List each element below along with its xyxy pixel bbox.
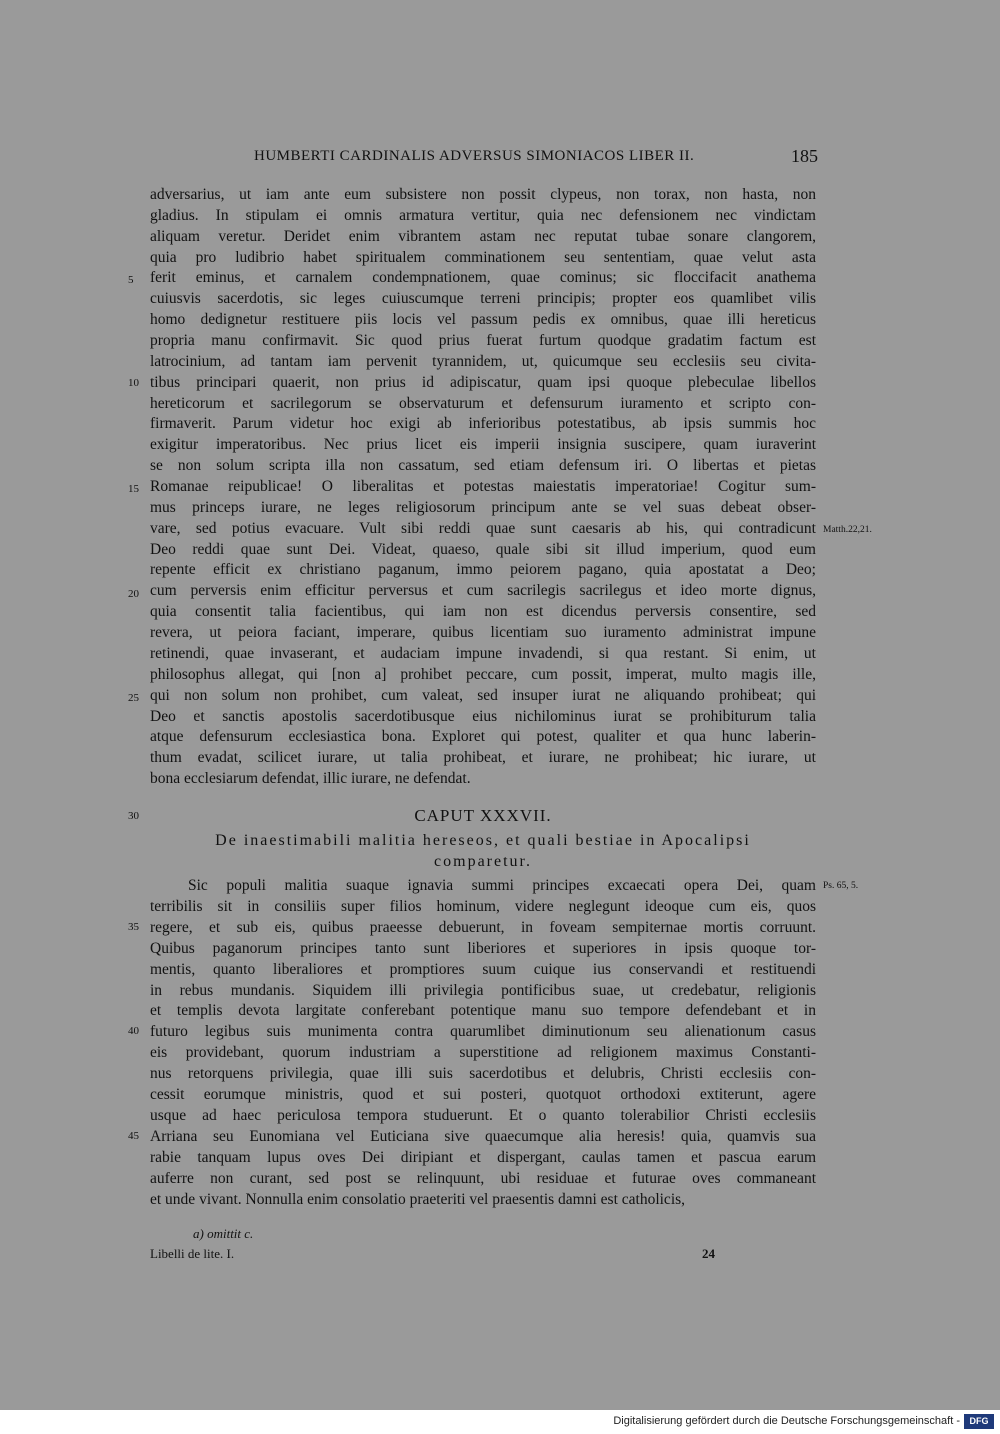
chapter-rubric-cont: comparetur. xyxy=(434,853,532,870)
text-line: eis providebant, quorum industriam a superstitione ad religionem maximus Constanti- xyxy=(150,1044,816,1062)
line-number: 45 xyxy=(128,1130,139,1142)
text-line: qui non solum non prohibet, cum valeat, sed insuper iurat ne aliquando prohibeat; qui xyxy=(150,686,816,704)
text-line: cessit eorumque ministris, quod et sui posteri, quotquot orthodoxi extiterunt, agere xyxy=(150,1086,816,1103)
text-line: rabie tanquam lupus oves Dei diripiant et dispergant, caulas tamen et pascua earum xyxy=(150,1148,816,1166)
text-line: homo dedignetur restituere piis locis vel passum pedis ex omnibus, quae illi hereticus xyxy=(150,311,816,329)
text-line: Sic populi malitia suaque ignavia summi principes excaecati opera Dei, quam xyxy=(188,877,816,894)
chapter-title: CAPUT XXXVII. xyxy=(414,806,552,825)
text-line: et unde vivant. Nonnulla enim consolatio praeteriti vel praesentis damni est catholicis, xyxy=(150,1190,686,1208)
chapter-rubric: De inaestimabili malitia hereseos, et quali bestiae in Apocalipsi xyxy=(215,832,751,849)
text-line: regere, et sub eis, quibus praeesse debuerunt, in foveam sempiternae mortis corruunt. xyxy=(150,918,816,936)
text-line: terribilis sit in consiliis super filios hominum, videre neglegunt ideoque cum eis, quos xyxy=(150,897,816,915)
text-line: in rebus mundanis. Siquidem illi privilegia pontificibus suae, ut credebatur, religionis xyxy=(150,981,816,999)
text-line: cuiusvis sacerdotis, sic leges cuiuscumque terreni principis; propter eos quamlibet vilis xyxy=(150,290,816,308)
credit-text: Digitalisierung gefördert durch die Deutsche Forschungsgemeinschaft - xyxy=(613,1415,960,1427)
text-line: Quibus paganorum principes tanto sunt liberiores et superiores in ipsis quoque tor- xyxy=(150,939,816,957)
text-line: futuro legibus suis munimenta contra quarumlibet diminutionum seu alienationum casus xyxy=(150,1023,816,1041)
line-number: 25 xyxy=(128,692,139,704)
text-line: propria manu confirmavit. Sic quod prius fuerat furtum quodque gradatim factum est xyxy=(150,332,816,350)
text-line: retinendi, quae invaserant, et audaciam impune invadendi, si qua restant. Si enim, ut xyxy=(150,644,816,662)
text-line: aliquam veretur. Deridet enim vibrantem astam nec reputat tubae sonare clangorem, xyxy=(150,227,816,245)
text-line: vare, sed potius evacuare. Vult sibi reddi quae sunt caesaris ab his, qui contradicunt xyxy=(150,519,816,537)
text-line: repente efficit ex christiano paganum, immo peiorem pagano, quia apostatat a Deo; xyxy=(150,561,816,579)
text-line: revera, ut peiora faciant, imperare, quibus licentiam suo iuramento administrat impune xyxy=(150,624,816,642)
footer-series: Libelli de lite. I. xyxy=(150,1246,235,1261)
line-number: 30 xyxy=(128,810,139,822)
text-line: gladius. In stipulam ei omnis armatura vertitur, quia nec defensionem nec vindictam xyxy=(150,206,816,224)
line-number: 40 xyxy=(128,1025,139,1037)
text-line: exigitur imperatoribus. Nec prius licet eis imperii insignia suscipere, quam iuraverint xyxy=(150,436,816,454)
text-line: auferre non curant, sed post se relinquunt, ubi residuae et futurae oves commaneant xyxy=(150,1169,816,1187)
text-line: mus princeps iurare, ne leges religiosorum principum ante se vel suas debeat obser- xyxy=(150,498,816,516)
marginal-note: Matth.22,21. xyxy=(823,525,872,535)
line-number: 10 xyxy=(128,377,139,389)
text-line: philosophus allegat, qui [non a] prohibet peccare, cum possit, imperat, multo magis ille, xyxy=(150,665,816,683)
line-number: 15 xyxy=(128,483,139,495)
page-number: 185 xyxy=(791,146,818,166)
line-number: 20 xyxy=(128,588,139,600)
line-number: 35 xyxy=(128,921,139,933)
text-line: adversarius, ut iam ante eum subsistere non possit clypeus, non torax, non hasta, non xyxy=(150,186,816,203)
text-line: bona ecclesiarum defendat, illic iurare, ne defendat. xyxy=(150,770,471,788)
text-line: Arriana seu Eunomiana vel Euticiana sive quaecumque alia heresis! quia, quamvis sua xyxy=(150,1127,816,1145)
text-line: Romanae reipublicae! O liberalitas et potestas maiestatis imperatoriae! Cogitur sum- xyxy=(150,478,816,496)
text-line: nus retorquens privilegia, quae illi suis sacerdotibus et delubris, Christi ecclesiis con- xyxy=(150,1065,816,1083)
text-line: cum perversis enim efficitur perversus et cum sacrilegis sacrilegus et ideo morte dignus, xyxy=(150,582,816,600)
text-line: tibus principari quaerit, non prius id adipiscatur, quam ipsi quoque plebeculae libellos xyxy=(150,373,816,391)
text-line: thum evadat, scilicet iurare, ut talia prohibeat, et iurare, ne prohibeat; hic iurare, ut xyxy=(150,749,816,767)
text-line: firmaverit. Parum videtur hoc exigi ab inferioribus potestatibus, ab ipsis summis hoc xyxy=(150,415,816,433)
footnote: a) omittit c. xyxy=(193,1226,254,1241)
credit-bar xyxy=(0,1410,1000,1434)
text-line: et templis devota largitate conferebant potentique manu suo tempore defendebant et in xyxy=(150,1002,816,1020)
running-title: HUMBERTI CARDINALIS ADVERSUS SIMONIACOS LIBER II. xyxy=(254,148,695,164)
text-line: usque ad haec periculosa tempora studuerunt. Et o quanto tolerabilior Christi ecclesiis xyxy=(150,1106,816,1124)
text-line: ferit eminus, et carnalem condempnationem, quae cominus; sic floccifacit anathema xyxy=(150,269,816,287)
page-header xyxy=(150,148,820,170)
text-line: atque defensurum ecclesiastica bona. Exploret qui potest, qualiter et qua hunc laberin- xyxy=(150,728,816,746)
text-line: quia pro ludibrio habet spiritualem comminationem seu sententiam, quae velut asta xyxy=(150,248,816,266)
line-number: 5 xyxy=(128,274,134,286)
text-line: quia consentit talia facientibus, qui iam non est dicendus perversis consentire, sed xyxy=(150,603,816,621)
text-line: Deo et sanctis apostolis sacerdotibusque eius nichilominus iurat se prohibiturum talia xyxy=(150,707,816,725)
footer-signature: 24 xyxy=(702,1246,715,1261)
text-line: Deo reddi quae sunt Dei. Videat, quaeso, quale sibi sit illud imperium, quod eum xyxy=(150,540,816,558)
text-line: latrocinium, ad tantam iam pervenit tyrannidem, ut, quicumque seu ecclesiis seu civita- xyxy=(150,352,816,370)
text-line: se non solum scripta illa non cassatum, sed etiam defensum iri. O libertas et pietas xyxy=(150,457,816,475)
text-line: mentis, quanto liberaliores et promptiores suum cuique ius conservandi et restituendi xyxy=(150,960,816,978)
text-line: hereticorum et sacrilegorum se observaturum et defensurum iuramento et scripto con- xyxy=(150,394,816,412)
marginal-note: Ps. 65, 5. xyxy=(823,881,859,891)
dfg-logo: DFG xyxy=(964,1414,994,1429)
